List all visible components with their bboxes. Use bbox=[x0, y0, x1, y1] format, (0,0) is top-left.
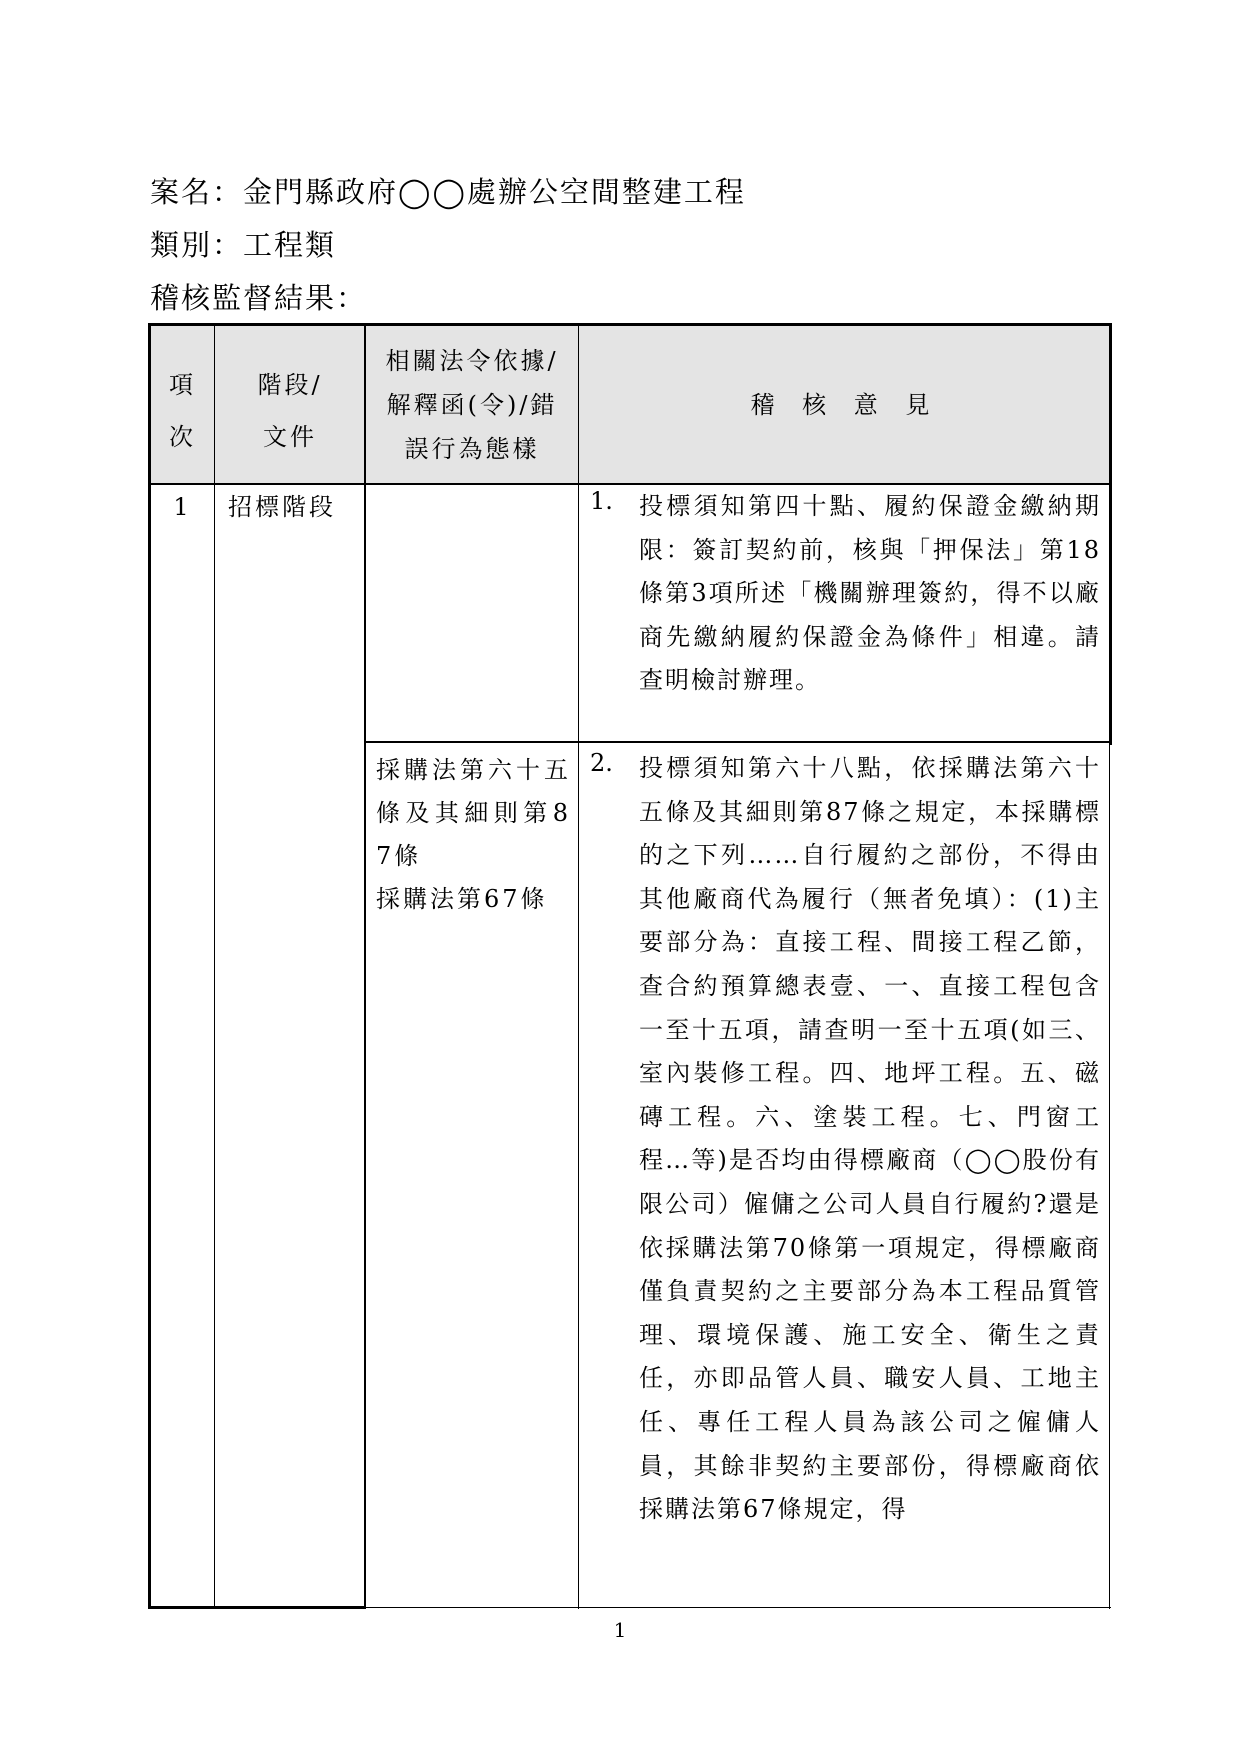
table-border-bottom-right bbox=[366, 1607, 1111, 1608]
column-header-stage bbox=[216, 359, 364, 463]
table-border-bottom bbox=[148, 1606, 366, 1609]
column-header-stage-text: 階段/文件 bbox=[257, 371, 323, 451]
case-name: 案名：金門縣政府◯◯處辦公空間整建工程 bbox=[150, 175, 746, 209]
entry-divider bbox=[366, 741, 1111, 743]
entry-number: 1. bbox=[590, 487, 613, 515]
entry-opinion: 投標須知第六十八點，依採購法第六十五條及其細則第87條之規定，本採購標的之下列……自行履約之部份，不得由其他廠商代為履行（無者免填）：(1)主要部分為：直接工程、間接工程乙節，查合約預算總表壹、一、直接工程包含一至十五項，請查明一至十五項(如三、室內裝修工程。四、地坪工程。五、磁磚工程。六、塗裝工程。七、門窗工程…等)是否均由得標廠商（◯◯股份有限公司）僱傭之公司人員自行履約?還是依採購法第70條第一項規定，得標廠商僅負責契約之主要部分為本工程品質管理、環境保護、施工安全、衛生之責任，亦即品管人員、職安人員、工地主任、專任工程人員為該公司之僱傭人員，其餘非契約主要部份，得標廠商依採購法第67條規定，得 bbox=[639, 754, 1101, 1524]
entry-law-reference: 採購法第六十五條及其細則第87條 採購法第67條 bbox=[376, 756, 571, 913]
audit-table bbox=[148, 323, 1112, 1609]
column-header-item-text: 項次 bbox=[169, 371, 196, 451]
column-divider bbox=[578, 323, 579, 1609]
entry-opinion: 投標須知第四十點、履約保證金繳納期限：簽訂契約前，核與「押保法」第18條第3項所述「機關辦理簽約，得不以廠商先繳納履約保證金為條件」相違。請查明檢討辦理。 bbox=[639, 492, 1101, 695]
row-stage: 招標階段 bbox=[228, 493, 336, 521]
category: 類別：工程類 bbox=[150, 228, 337, 262]
column-header-item bbox=[151, 359, 214, 463]
page-number: 1 bbox=[613, 1618, 627, 1642]
row-item-number: 1 bbox=[173, 493, 192, 521]
table-border-right-lower bbox=[1109, 743, 1110, 1609]
entry-number: 2. bbox=[590, 749, 613, 777]
column-header-law bbox=[366, 339, 578, 471]
column-header-opinion: 稽 核 意 見 bbox=[750, 391, 940, 419]
table-border-top bbox=[148, 323, 1110, 326]
column-divider bbox=[214, 323, 215, 1609]
audit-result-label: 稽核監督結果： bbox=[150, 281, 368, 315]
column-divider bbox=[364, 323, 366, 1609]
column-header-law-text: 相關法令依據/解釋函(令)/錯誤行為態樣 bbox=[385, 347, 559, 463]
